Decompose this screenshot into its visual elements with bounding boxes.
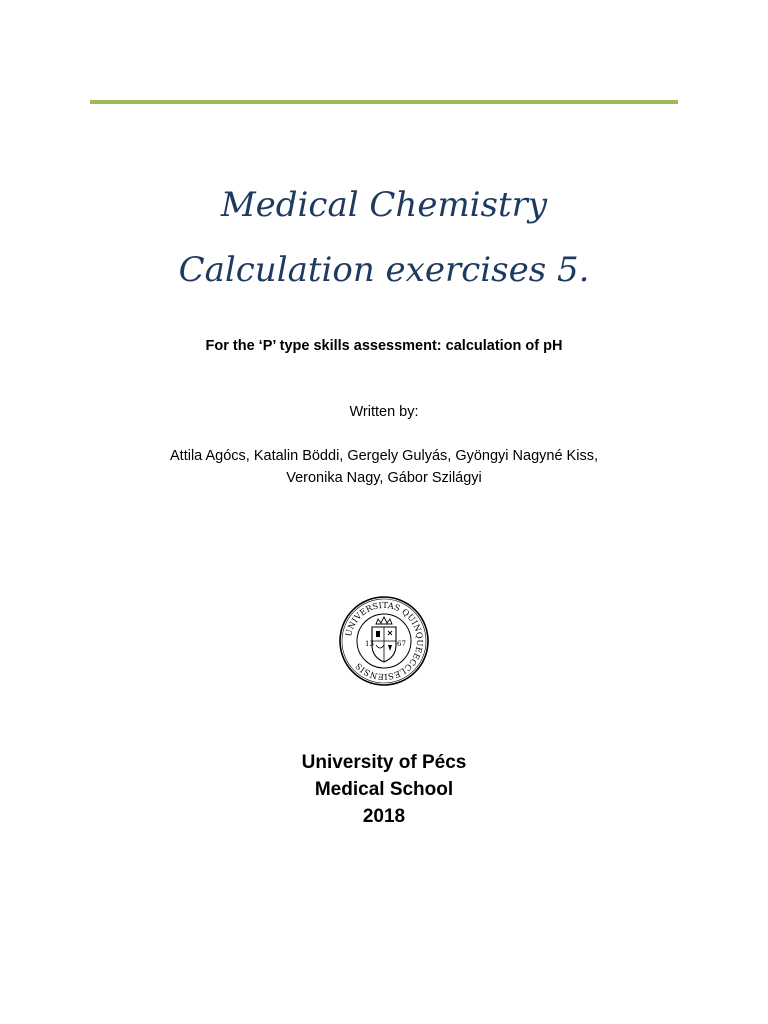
- authors-line-2: Veronika Nagy, Gábor Szilágyi: [286, 470, 482, 486]
- publication-year: 2018: [362, 806, 406, 827]
- university-seal-icon: [338, 595, 430, 687]
- institution-line-2: Medical School: [314, 779, 454, 800]
- authors-line-1: Attila Agócs, Katalin Böddi, Gergely Gulyás, Gyöngyi Nagyné Kiss,: [170, 448, 598, 464]
- top-divider: [90, 100, 678, 104]
- written-by-label: Written by:: [349, 404, 419, 420]
- title-line-1: Medical Chemistry: [220, 185, 548, 225]
- seal-text: UNIVERSITAS QUINQUEECCLESIENSIS: [343, 599, 426, 683]
- institution-line-1: University of Pécs: [301, 752, 467, 773]
- seal-year-left: 13: [365, 640, 374, 648]
- subtitle: For the ‘P’ type skills assessment: calculation of pH: [205, 338, 563, 354]
- title-line-2: Calculation exercises 5.: [178, 250, 590, 290]
- seal-year-right: 67: [397, 640, 406, 648]
